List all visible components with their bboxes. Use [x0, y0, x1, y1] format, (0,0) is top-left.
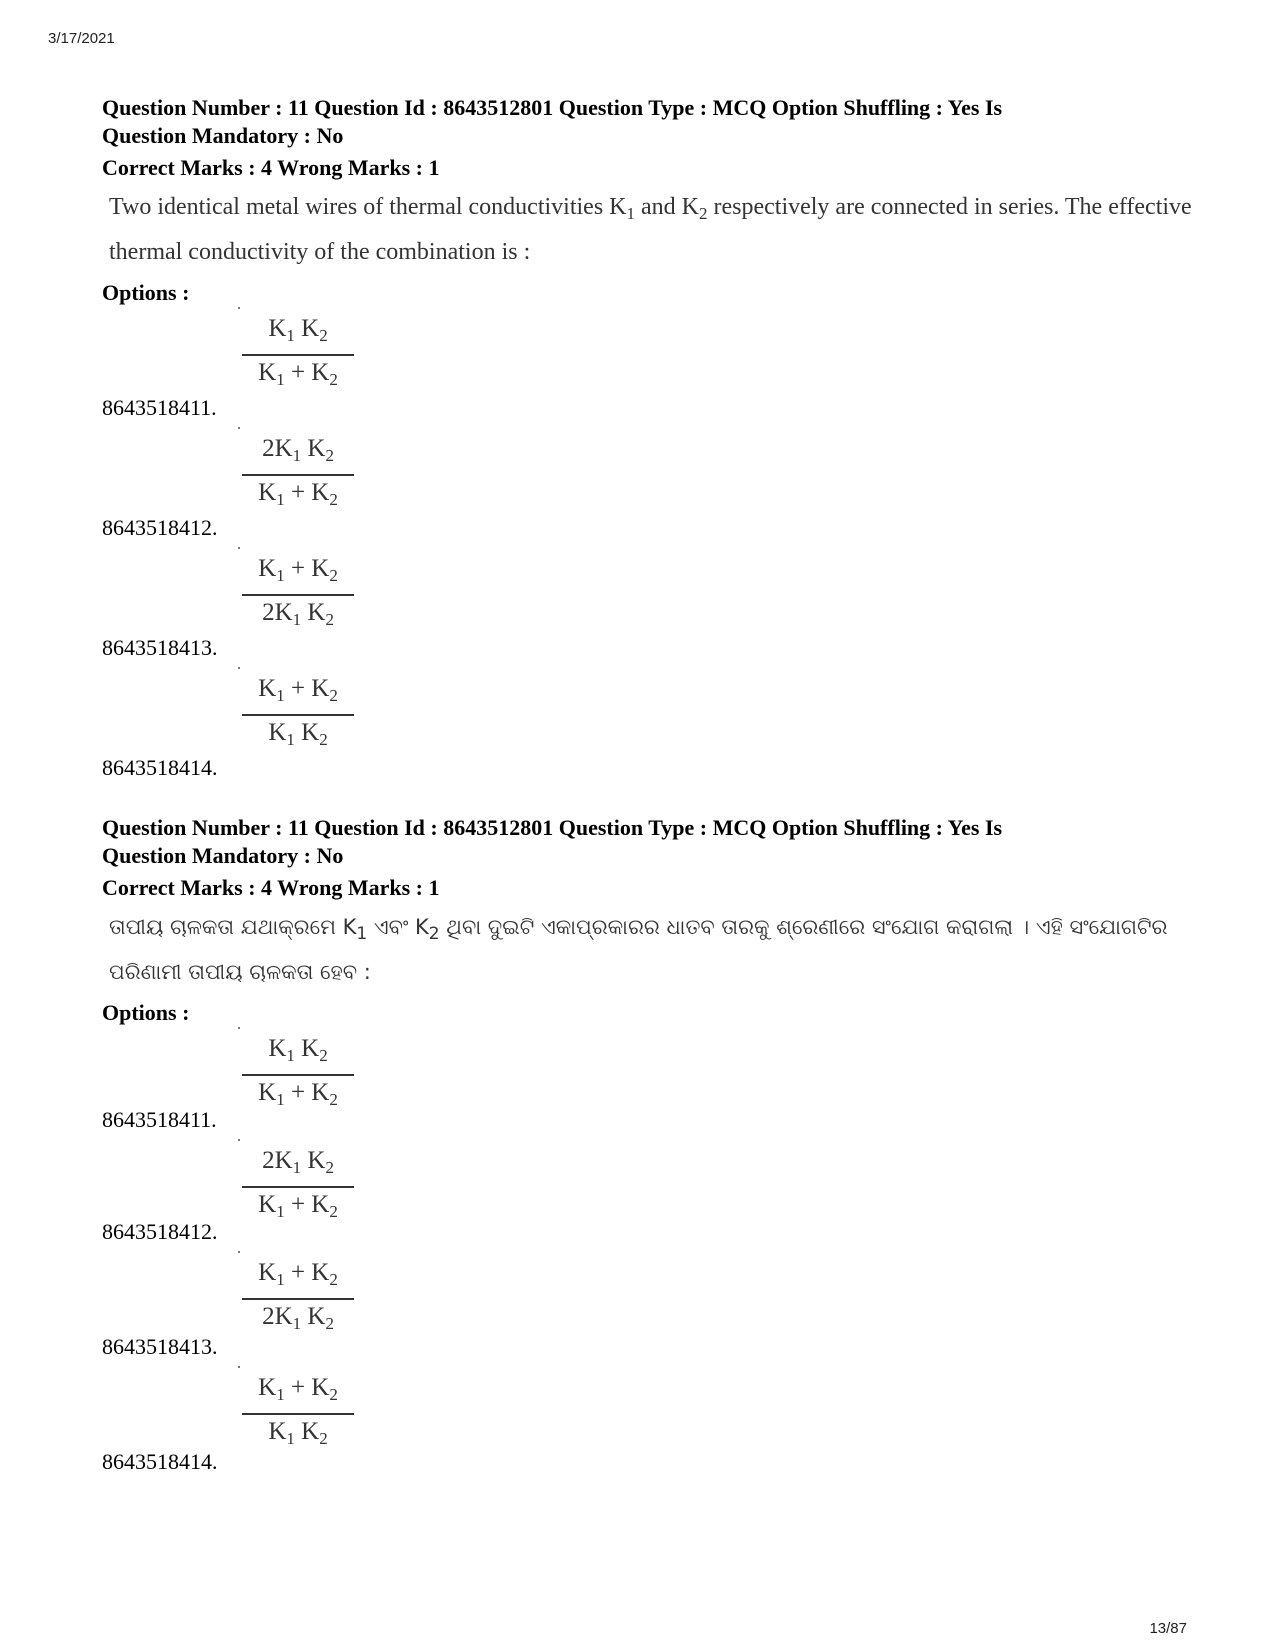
stem-sub-2: 2 [428, 924, 440, 944]
option-id: 8643518411. [102, 395, 217, 420]
option-id: 8643518414. [102, 1449, 218, 1474]
option-formula [242, 1033, 354, 1117]
formula-denominator: $K_1 + K_2$ [258, 479, 338, 509]
options-label: Options : [102, 280, 190, 305]
formula-numerator: $2K_1$ $K_2$ [242, 433, 354, 476]
stem-part-c: respectively are connected in series. The effective thermal conductivity of the combination is : [109, 194, 1192, 265]
question-meta-line1: Question Number : 11 Question Id : 8643512801 Question Type : MCQ Option Shuffling : Yes Is [102, 815, 1003, 840]
stem-part-b: ଏବଂ K [367, 915, 429, 939]
print-date: 3/17/2021 [48, 30, 115, 47]
option-mark [238, 547, 240, 549]
formula-numerator: $K_1$ $K_2$ [242, 1033, 354, 1076]
formula-numerator: $K_1 + K_2$ [242, 673, 354, 716]
question-block-odia [102, 814, 1202, 1481]
option-formula [242, 553, 354, 637]
option-mark [238, 427, 240, 429]
stem-sub-1: 1 [626, 204, 635, 223]
stem-sub-1: 1 [356, 924, 368, 944]
question-meta [102, 94, 1202, 150]
question-meta-line1: Question Number : 11 Question Id : 8643512801 Question Type : MCQ Option Shuffling : Yes Is [102, 95, 1003, 120]
option-id: 8643518412. [102, 515, 218, 540]
option-id: 8643518411. [102, 1107, 217, 1132]
formula-denominator: $2K_1$ $K_2$ [262, 599, 334, 629]
option-id: 8643518413. [102, 635, 218, 660]
option-formula [242, 673, 354, 757]
formula-denominator: $K_1 + K_2$ [258, 1191, 338, 1221]
option-1 [102, 307, 1202, 427]
question-stem [102, 188, 1202, 271]
option-id: 8643518413. [102, 1334, 218, 1359]
formula-denominator: $K_1 + K_2$ [258, 1079, 338, 1109]
option-mark [238, 307, 240, 309]
option-mark [238, 667, 240, 669]
option-id: 8643518412. [102, 1219, 218, 1244]
question-block-english [102, 94, 1202, 787]
option-4 [102, 667, 1202, 787]
formula-denominator: $K_1$ $K_2$ [268, 1418, 328, 1448]
formula-denominator: $2K_1$ $K_2$ [262, 1303, 334, 1333]
option-mark [238, 1139, 240, 1141]
stem-part-a: ତାପୀୟ ଚାଳକତା ଯଥାକ୍ରମେ K [109, 915, 357, 939]
stem-sub-2: 2 [698, 204, 708, 223]
question-marks: Correct Marks : 4 Wrong Marks : 1 [102, 155, 440, 180]
question-marks: Correct Marks : 4 Wrong Marks : 1 [102, 875, 440, 900]
formula-numerator: $2K_1$ $K_2$ [242, 1145, 354, 1188]
stem-part-a: Two identical metal wires of thermal conductivities K [109, 194, 627, 220]
option-formula [242, 313, 354, 397]
question-meta-line2: Question Mandatory : No [102, 123, 344, 148]
option-formula [242, 1257, 354, 1341]
formula-numerator: $K_1$ $K_2$ [242, 313, 354, 356]
option-formula [242, 433, 354, 517]
option-2 [102, 427, 1202, 547]
formula-denominator: $K_1 + K_2$ [258, 359, 338, 389]
question-meta-line2: Question Mandatory : No [102, 843, 344, 868]
page-number: 13/87 [1149, 1620, 1187, 1637]
option-3 [102, 547, 1202, 667]
option-2 [102, 1139, 1202, 1251]
option-3 [102, 1251, 1202, 1366]
option-mark [238, 1366, 240, 1368]
option-4 [102, 1366, 1202, 1481]
formula-numerator: $K_1 + K_2$ [242, 1257, 354, 1300]
formula-numerator: $K_1 + K_2$ [242, 1372, 354, 1415]
options-label: Options : [102, 1000, 190, 1025]
option-mark [238, 1251, 240, 1253]
stem-part-b: and K [635, 194, 699, 220]
formula-numerator: $K_1 + K_2$ [242, 553, 354, 596]
option-mark [238, 1027, 240, 1029]
option-formula [242, 1372, 354, 1456]
option-id: 8643518414. [102, 755, 218, 780]
formula-denominator: $K_1$ $K_2$ [268, 719, 328, 749]
question-stem [102, 908, 1202, 991]
option-formula [242, 1145, 354, 1229]
option-1 [102, 1027, 1202, 1139]
question-meta [102, 814, 1202, 870]
stem-part-c: ଥିବା ଦୁଇଟି ଏକାପ୍ରକାରର ଧାତବ ତାରକୁ ଶ୍ରେଣୀରେ ସଂଯୋଗ କରାଗଲା । ଏହି ସଂଯୋଗଟିର ପରିଣାମୀ ତାପୀୟ ଚାଳକତା ହେବ : [109, 915, 1168, 984]
